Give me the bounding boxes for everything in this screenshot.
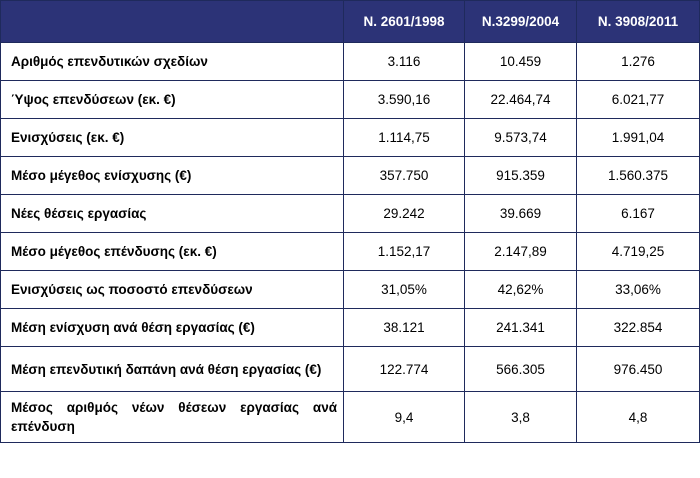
cell-value: 9.573,74: [465, 119, 577, 157]
cell-value: 357.750: [344, 157, 465, 195]
cell-value: 6.167: [577, 195, 700, 233]
row-label: Μέση επενδυτική δαπάνη ανά θέση εργασίας (€): [1, 347, 344, 392]
table-row: [1, 309, 700, 347]
cell-value: 3.116: [344, 43, 465, 81]
cell-value: 29.242: [344, 195, 465, 233]
table-row: [1, 43, 700, 81]
cell-value: 1.991,04: [577, 119, 700, 157]
cell-value: 1.114,75: [344, 119, 465, 157]
cell-value: 38.121: [344, 309, 465, 347]
cell-value: 3.590,16: [344, 81, 465, 119]
header-blank-cell: [1, 1, 344, 43]
cell-value: 976.450: [577, 347, 700, 392]
table-row: [1, 392, 700, 443]
table-row: [1, 271, 700, 309]
cell-value: 2.147,89: [465, 233, 577, 271]
table-row: [1, 119, 700, 157]
row-label: Ενισχύσεις (εκ. €): [1, 119, 344, 157]
cell-value: 6.021,77: [577, 81, 700, 119]
cell-value: 322.854: [577, 309, 700, 347]
row-label: Ύψος επενδύσεων (εκ. €): [1, 81, 344, 119]
cell-value: 4,8: [577, 392, 700, 443]
table-row: [1, 81, 700, 119]
cell-value: 22.464,74: [465, 81, 577, 119]
cell-value: 9,4: [344, 392, 465, 443]
row-label: Μέσος αριθμός νέων θέσεων εργασίας ανά επένδυση: [1, 392, 344, 443]
cell-value: 1.276: [577, 43, 700, 81]
cell-value: 42,62%: [465, 271, 577, 309]
cell-value: 4.719,25: [577, 233, 700, 271]
row-label: Ενισχύσεις ως ποσοστό επενδύσεων: [1, 271, 344, 309]
cell-value: 1.560.375: [577, 157, 700, 195]
row-label: Μέσο μέγεθος επένδυσης (εκ. €): [1, 233, 344, 271]
cell-value: 1.152,17: [344, 233, 465, 271]
table-row: [1, 233, 700, 271]
row-label: Μέσο μέγεθος ενίσχυσης (€): [1, 157, 344, 195]
cell-value: 915.359: [465, 157, 577, 195]
header-law-3299-2004: N.3299/2004: [465, 1, 577, 43]
cell-value: 33,06%: [577, 271, 700, 309]
cell-value: 122.774: [344, 347, 465, 392]
cell-value: 39.669: [465, 195, 577, 233]
table-row: [1, 157, 700, 195]
cell-value: 241.341: [465, 309, 577, 347]
cell-value: 3,8: [465, 392, 577, 443]
header-law-2601-1998: N. 2601/1998: [344, 1, 465, 43]
table-header-row: [1, 1, 700, 43]
header-law-3908-2011: N. 3908/2011: [577, 1, 700, 43]
row-label: Μέση ενίσχυση ανά θέση εργασίας (€): [1, 309, 344, 347]
row-label: Νέες θέσεις εργασίας: [1, 195, 344, 233]
row-label: Αριθμός επενδυτικών σχεδίων: [1, 43, 344, 81]
cell-value: 566.305: [465, 347, 577, 392]
table-row: [1, 195, 700, 233]
cell-value: 10.459: [465, 43, 577, 81]
table-row: [1, 347, 700, 392]
cell-value: 31,05%: [344, 271, 465, 309]
